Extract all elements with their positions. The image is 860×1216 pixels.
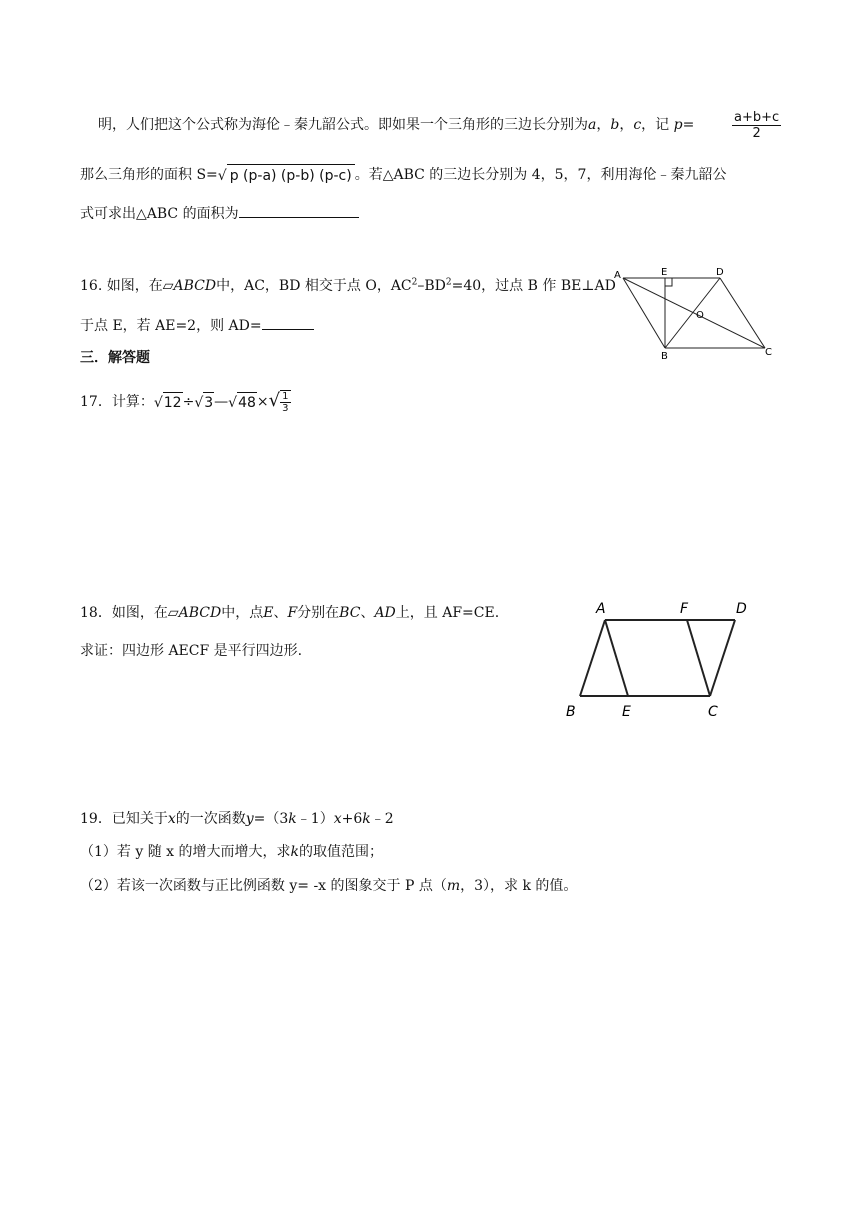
q19-text-e: +6 bbox=[341, 811, 363, 827]
sqrt-sign-icon: √ bbox=[228, 394, 238, 411]
label-e: E bbox=[622, 704, 631, 720]
label-e: E bbox=[661, 267, 668, 278]
sqrt-one-third bbox=[269, 390, 291, 414]
var-a: a bbox=[588, 117, 597, 133]
q15-fraction bbox=[732, 110, 781, 141]
edge-dc bbox=[720, 278, 765, 348]
q19-part1-b: 的取值范围； bbox=[299, 844, 383, 860]
q15-line3 bbox=[80, 203, 359, 224]
radicand-48: 48 bbox=[237, 392, 257, 413]
right-angle-icon bbox=[665, 278, 672, 286]
q17-line bbox=[80, 390, 291, 414]
label-o: O bbox=[696, 310, 704, 321]
times-sign: × bbox=[256, 394, 269, 410]
q19-line1 bbox=[80, 809, 394, 829]
frac-den: 3 bbox=[282, 403, 289, 414]
q16-text-c: =40，过点 B 作 BE⊥AD bbox=[451, 278, 616, 294]
equals: = bbox=[682, 117, 695, 133]
q19-k: k bbox=[290, 844, 299, 860]
label-b: B bbox=[566, 704, 576, 720]
sqrt-48 bbox=[228, 392, 257, 413]
q19-k: k bbox=[288, 811, 297, 827]
sup: 2 bbox=[411, 277, 418, 288]
q16-figure bbox=[610, 265, 810, 365]
var-b: b bbox=[610, 117, 620, 133]
q15-sqrt-content: p (p-a) (p-b) (p-c) bbox=[227, 164, 355, 186]
q15-frac-den: 2 bbox=[752, 126, 761, 141]
edge-ba bbox=[580, 620, 605, 696]
q18-bc: BC bbox=[339, 605, 361, 621]
sqrt-3 bbox=[194, 392, 214, 413]
comma: 、 bbox=[360, 605, 375, 621]
label-a: A bbox=[596, 601, 606, 617]
q18-line1 bbox=[80, 603, 499, 623]
q18-ad: AD bbox=[374, 605, 396, 621]
label-d: D bbox=[716, 267, 724, 278]
q19-part1 bbox=[80, 842, 383, 862]
q18-text-d: 上，且 AF=CE. bbox=[395, 605, 500, 621]
label-f: F bbox=[680, 601, 689, 617]
q16-line2 bbox=[80, 315, 314, 336]
segment-ae bbox=[605, 620, 628, 696]
radicand-12: 12 bbox=[163, 392, 183, 413]
sqrt-sign-icon: √ bbox=[217, 168, 227, 184]
q18-text-b: 中，点 bbox=[221, 605, 264, 621]
diag-bd bbox=[665, 278, 720, 348]
comma: 、 bbox=[273, 605, 288, 621]
sup: 2 bbox=[445, 277, 452, 288]
q19-m: m bbox=[446, 878, 461, 894]
q18-abcd: ABCD bbox=[178, 605, 222, 621]
q16-line2-text: 于点 E，若 AE=2，则 AD= bbox=[80, 318, 262, 334]
frac-num: 1 bbox=[282, 391, 289, 402]
q18-line2-text: 求证：四边形 AECF 是平行四边形. bbox=[80, 643, 303, 659]
q16-line1 bbox=[80, 276, 616, 296]
q15-line2-prefix: 那么三角形的面积 S= bbox=[80, 167, 218, 183]
q19-text-c: =（3 bbox=[253, 811, 289, 827]
answer-blank[interactable] bbox=[262, 315, 314, 330]
sep: ， bbox=[596, 117, 611, 133]
edge-dc bbox=[710, 620, 735, 696]
sqrt-sign-icon: √ bbox=[153, 394, 163, 411]
frac-one-third bbox=[280, 390, 290, 414]
q15-line1 bbox=[98, 115, 694, 135]
q18-e: E bbox=[263, 605, 274, 621]
q15-line3-text: 式可求出△ABC 的面积为 bbox=[80, 206, 239, 222]
q19-part1-a: （1）若 y 随 x 的增大而增大，求 bbox=[80, 844, 291, 860]
q19-x: x bbox=[333, 811, 342, 827]
label-c: C bbox=[765, 347, 772, 358]
segment-fc bbox=[687, 620, 710, 696]
sqrt-sign-icon: √ bbox=[268, 390, 281, 411]
q18-line2 bbox=[80, 641, 302, 661]
q19-part2-a: （2）若该一次函数与正比例函数 y= -x 的图象交于 P 点（ bbox=[80, 878, 447, 894]
label-a: A bbox=[614, 270, 621, 281]
q19-part2 bbox=[80, 876, 577, 896]
sqrt-12 bbox=[154, 392, 183, 413]
q18-text-c: 分别在 bbox=[297, 605, 340, 621]
parallelogram-icon: ▱ bbox=[162, 278, 174, 294]
q19-text-a: 19．已知关于 bbox=[80, 811, 168, 827]
q15-frac-num: a+b+c bbox=[734, 110, 780, 125]
label-d: D bbox=[736, 601, 747, 617]
divide-sign: ÷ bbox=[182, 394, 195, 410]
minus-sign: — bbox=[214, 394, 229, 410]
q18-f: F bbox=[287, 605, 298, 621]
answer-blank[interactable] bbox=[239, 203, 359, 218]
q16-text-b: 中，AC，BD 相交于点 O，AC bbox=[216, 278, 412, 294]
q15-line2-suffix: 。若△ABC 的三边长分别为 4，5，7，利用海伦﹣秦九韶公 bbox=[354, 167, 727, 183]
parallelogram-icon: ▱ bbox=[167, 605, 179, 621]
section-title: 三．解答题 bbox=[80, 350, 150, 366]
q17-label: 17．计算： bbox=[80, 394, 154, 410]
ji: ，记 bbox=[641, 117, 674, 133]
q19-y: y bbox=[245, 811, 254, 827]
q15-line2 bbox=[80, 164, 726, 186]
label-c: C bbox=[708, 704, 718, 720]
q16-dash: –BD bbox=[417, 278, 446, 294]
q15-sqrt bbox=[218, 164, 355, 186]
q15-line1-text: 明，人们把这个公式称为海伦﹣秦九韶公式。即如果一个三角形的三边长分别为 bbox=[98, 117, 588, 133]
q18-text-a: 18．如图，在 bbox=[80, 605, 168, 621]
radicand-3: 3 bbox=[203, 392, 214, 413]
q19-x: x bbox=[167, 811, 176, 827]
q19-k: k bbox=[362, 811, 371, 827]
q19-part2-b: ，3），求 k 的值。 bbox=[460, 878, 578, 894]
q18-figure bbox=[560, 596, 760, 726]
q19-text-d: ﹣1） bbox=[296, 811, 334, 827]
q16-abcd: ABCD bbox=[173, 278, 217, 294]
var-c: c bbox=[633, 117, 642, 133]
sqrt-sign-icon: √ bbox=[194, 394, 204, 411]
sep: ， bbox=[619, 117, 634, 133]
q16-text-a: 16. 如图，在 bbox=[80, 278, 163, 294]
q19-text-f: ﹣2 bbox=[370, 811, 394, 827]
var-p: p bbox=[673, 117, 683, 133]
label-b: B bbox=[661, 351, 668, 362]
q19-text-b: 的一次函数 bbox=[175, 811, 246, 827]
